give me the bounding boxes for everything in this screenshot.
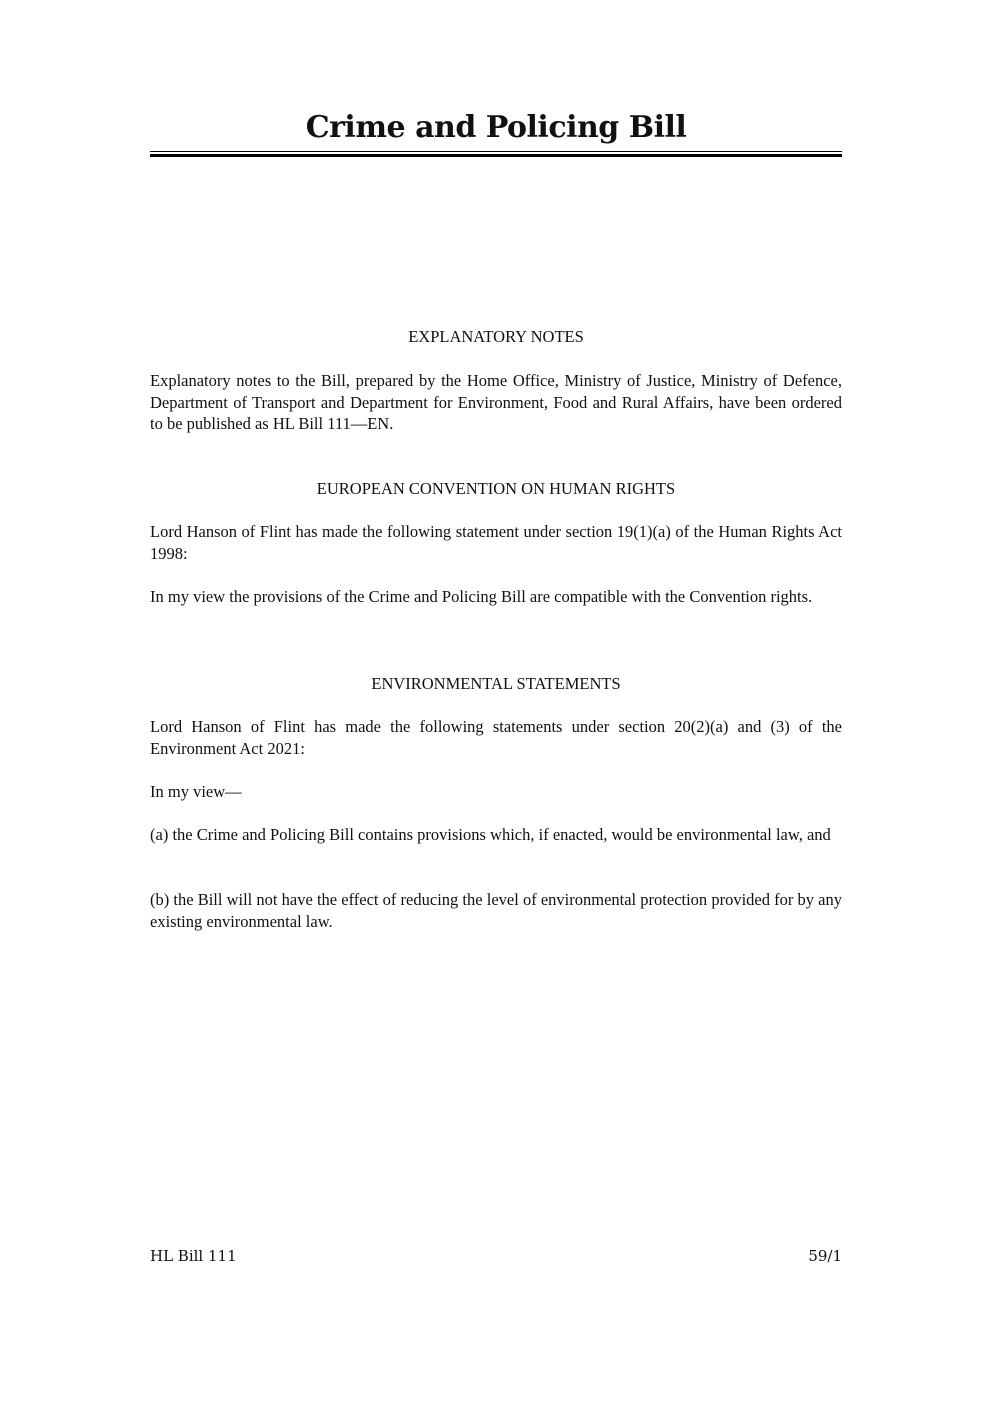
- footer-page-reference: 59/1: [808, 1247, 842, 1265]
- explanatory-notes-paragraph: Explanatory notes to the Bill, prepared by the Home Office, Ministry of Justice, Ministry of Defence, Department of Transport and Department for Environment, Food and Rural Affairs, have been ordered to be published as HL Bill 111—EN.: [150, 371, 842, 433]
- title-rule-thick: [150, 154, 842, 157]
- environmental-view-lead: In my view—: [150, 782, 242, 801]
- document-title: Crime and Policing Bill: [305, 110, 687, 145]
- environmental-point-b: (b) the Bill will not have the effect of reducing the level of environmental protection provided for by any existing environmental law.: [150, 890, 842, 931]
- echr-statement-intro: Lord Hanson of Flint has made the following statement under section 19(1)(a) of the Human Rights Act 1998:: [150, 522, 842, 563]
- environmental-point-a: (a) the Crime and Policing Bill contains provisions which, if enacted, would be environmental law, and: [150, 825, 831, 844]
- section-heading-environmental: ENVIRONMENTAL STATEMENTS: [371, 674, 621, 693]
- title-rule-thin: [150, 151, 842, 152]
- environmental-statement-intro: Lord Hanson of Flint has made the following statements under section 20(2)(a) and (3) of the Environment Act 2021:: [150, 717, 842, 758]
- echr-compatibility-statement: In my view the provisions of the Crime and Policing Bill are compatible with the Convention rights.: [150, 587, 813, 606]
- section-heading-echr: EUROPEAN CONVENTION ON HUMAN RIGHTS: [316, 479, 676, 498]
- section-heading-explanatory-notes: EXPLANATORY NOTES: [408, 327, 584, 346]
- footer-bill-number: HL Bill 111: [150, 1247, 237, 1265]
